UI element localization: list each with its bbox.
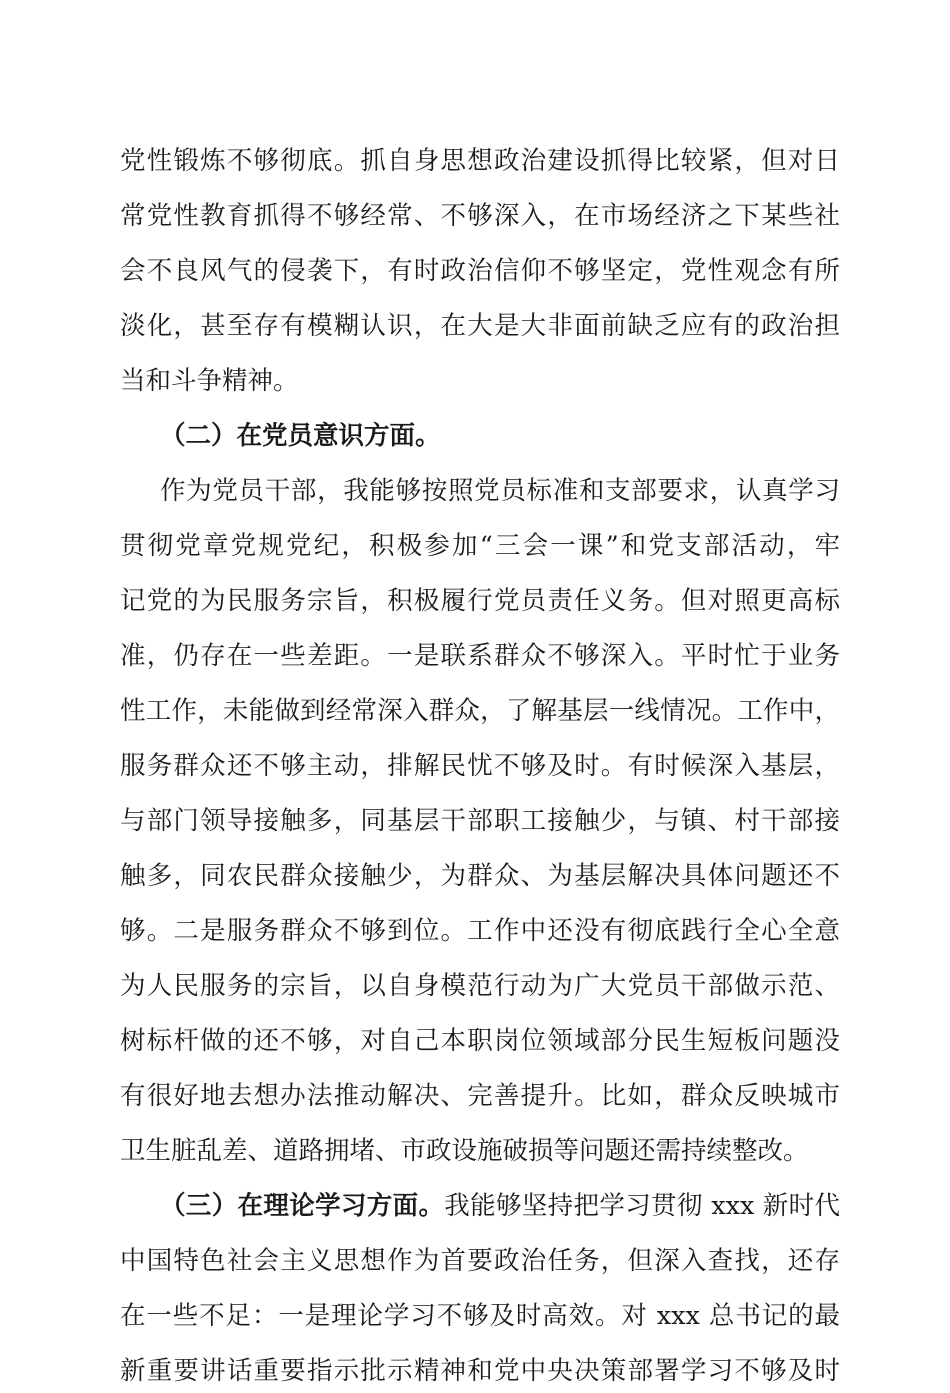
body-text-line: 作为党员干部，我能够按照党员标准和支部要求，认真学习 <box>160 476 840 506</box>
body-text-line: 当和斗争精神。 <box>120 366 299 396</box>
body-text-line: 与部门领导接触多，同基层干部职工接触少，与镇、村干部接 <box>120 806 840 836</box>
section-paragraph-line <box>160 1184 840 1228</box>
body-text-line: 准，仍存在一些差距。一是联系群众不够深入。平时忙于业务 <box>120 641 840 671</box>
body-text-line: 树标杆做的还不够，对自己本职岗位领域部分民生短板问题没 <box>120 1026 840 1056</box>
body-text-line: 服务群众还不够主动，排解民忧不够及时。有时候深入基层， <box>120 751 840 781</box>
body-text-line: 够。二是服务群众不够到位。工作中还没有彻底践行全心全意 <box>120 916 840 946</box>
body-text-line: 卫生脏乱差、道路拥堵、市政设施破损等问题还需持续整改。 <box>120 1136 809 1166</box>
section-heading-inline: （三）在理论学习方面。 <box>160 1191 445 1221</box>
body-text-line: 党性锻炼不够彻底。抓自身思想政治建设抓得比较紧，但对日 <box>120 146 840 176</box>
section-heading: （二）在党员意识方面。 <box>160 421 441 451</box>
body-text-line: 贯彻党章党规党纪，积极参加“三会一课”和党支部活动，牢 <box>120 531 840 561</box>
body-text-line: 触多，同农民群众接触少，为群众、为基层解决具体问题还不 <box>120 861 840 891</box>
body-text-line: 新重要讲话重要指示批示精神和党中央决策部署学习不够及时 <box>120 1356 840 1386</box>
body-text-line: 性工作，未能做到经常深入群众，了解基层一线情况。工作中， <box>120 696 840 726</box>
body-text-line: 为人民服务的宗旨，以自身模范行动为广大党员干部做示范、 <box>120 971 840 1001</box>
body-text-line: 有很好地去想办法推动解决、完善提升。比如，群众反映城市 <box>120 1081 840 1111</box>
body-text-line: 中国特色社会主义思想作为首要政治任务，但深入查找，还存 <box>120 1246 840 1276</box>
body-text-line: 在一些不足：一是理论学习不够及时高效。对 xxx 总书记的最 <box>120 1301 840 1331</box>
body-text-line: 记党的为民服务宗旨，积极履行党员责任义务。但对照更高标 <box>120 586 840 616</box>
body-text-line: 会不良风气的侵袭下，有时政治信仰不够坚定，党性观念有所 <box>120 256 840 286</box>
body-text-line: 常党性教育抓得不够经常、不够深入，在市场经济之下某些社 <box>120 201 840 231</box>
body-text-line: 淡化，甚至存有模糊认识，在大是大非面前缺乏应有的政治担 <box>120 311 840 341</box>
body-text: 我能够坚持把学习贯彻 xxx 新时代 <box>444 1191 840 1221</box>
